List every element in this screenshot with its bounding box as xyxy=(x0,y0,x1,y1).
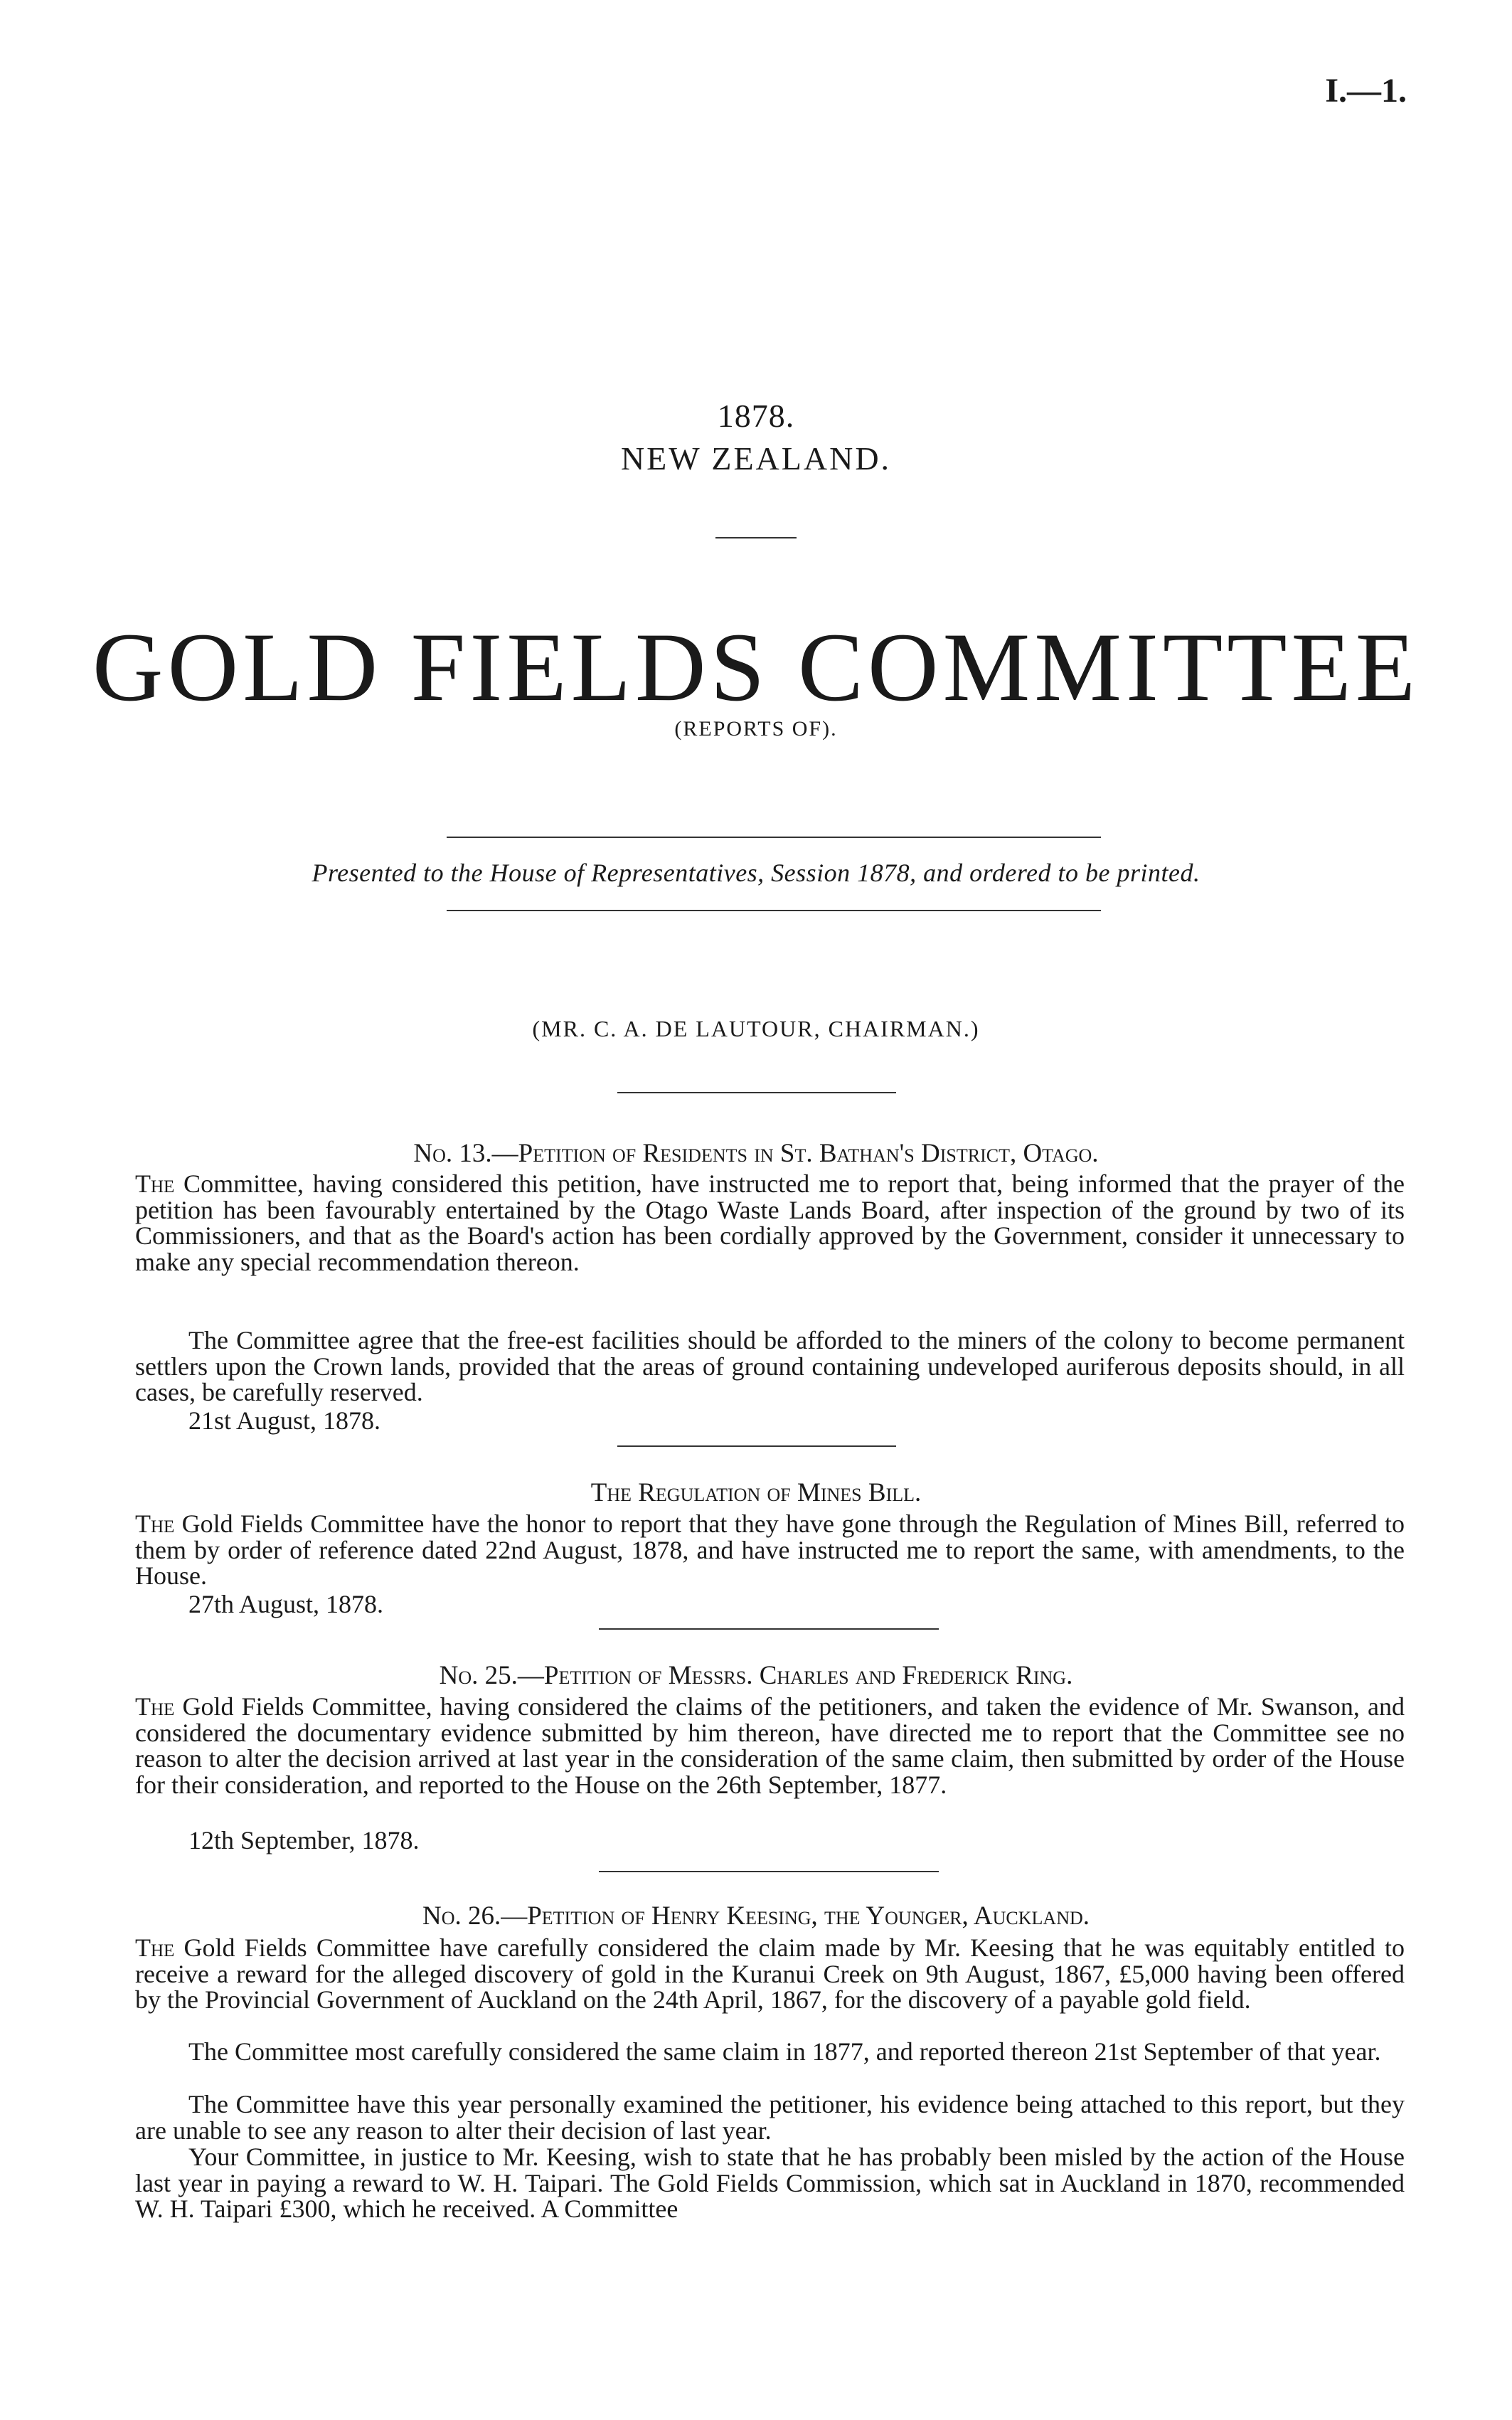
date: 27th August, 1878. xyxy=(188,1590,384,1618)
chairman-line: (MR. C. A. DE LAUTOUR, CHAIRMAN.) xyxy=(532,1016,980,1041)
section-heading: No. 25.—Petition of Messrs. Charles and Frederick Ring. xyxy=(439,1661,1073,1690)
document-subtitle: (REPORTS OF). xyxy=(674,717,838,741)
rule xyxy=(447,837,1101,838)
country: NEW ZEALAND. xyxy=(620,440,892,477)
page-reference: I.—1. xyxy=(1325,72,1407,110)
paragraph: The Committee have this year personally examined the petitioner, his evidence being attached to this report, but they are unable to see any reason to alter their decision of last year. xyxy=(135,2090,1405,2145)
rule xyxy=(447,910,1101,911)
section-heading: No. 13.—Petition of Residents in St. Bathan's District, Otago. xyxy=(413,1139,1099,1168)
paragraph: The Committee agree that the free-est facilities should be afforded to the miners of the colony to become permanent settlers upon the Crown lands, provided that the areas of ground containing undeveloped auriferous deposits should, in all cases, be carefully reserved. xyxy=(135,1326,1405,1406)
section-heading: The Regulation of Mines Bill. xyxy=(590,1478,922,1507)
paragraph: The Gold Fields Committee, having considered the claims of the petitioners, and taken the evidence of Mr. Swanson, and considered the documentary evidence submitted by him thereon, have directed me to report that the Committee see no reason to alter the decision arrived at last year in the consideration of the same claim, then submitted by order of the House for their consideration, and reported to the House on the 26th September, 1877. xyxy=(135,1692,1405,1799)
document-title: GOLD FIELDS COMMITTEE xyxy=(92,612,1420,721)
paragraph: The Committee most carefully considered the same claim in 1877, and reported thereon 21st September of that year. xyxy=(188,2037,1381,2066)
paragraph: Your Committee, in justice to Mr. Keesing, wish to state that he has probably been misled by the action of the House last year in paying a reward to W. H. Taipari. The Gold Fields Commission, which sat in Auckland in 1870, recommended W. H. Taipari £300, which he received. A Committee xyxy=(135,2143,1405,2223)
date: 12th September, 1878. xyxy=(188,1826,420,1854)
paragraph: The Gold Fields Committee have carefully considered the claim made by Mr. Keesing that he was equitably entitled to receive a reward for the alleged discovery of gold in the Kuranui Creek on 9th August, 1867, £5,000 having been offered by the Provincial Government of Auckland on the 24th April, 1867, for the discovery of a payable gold field. xyxy=(135,1933,1405,2014)
date: 21st August, 1878. xyxy=(188,1406,381,1435)
rule xyxy=(617,1445,896,1447)
section-heading: No. 26.—Petition of Henry Keesing, the Younger, Auckland. xyxy=(422,1901,1090,1931)
presented-note: Presented to the House of Representatives, Session 1878, and ordered to be printed. xyxy=(312,859,1200,887)
paragraph: The Gold Fields Committee have the honor to report that they have gone through the Regulation of Mines Bill, referred to them by order of reference dated 22nd August, 1878, and have instructed me to report the same, with amendments, to the House. xyxy=(135,1509,1405,1590)
rule xyxy=(599,1871,939,1872)
year: 1878. xyxy=(717,398,795,434)
rule xyxy=(599,1628,939,1630)
rule xyxy=(617,1092,896,1093)
rule xyxy=(715,537,797,538)
paragraph: The Committee, having considered this petition, have instructed me to report that, being informed that the prayer of the petition has been favourably entertained by the Otago Waste Lands Board, after inspection of the ground by two of its Commissioners, and that as the Board's action has been cordially approved by the Government, consider it unnecessary to make any special recommendation thereon. xyxy=(135,1169,1405,1276)
